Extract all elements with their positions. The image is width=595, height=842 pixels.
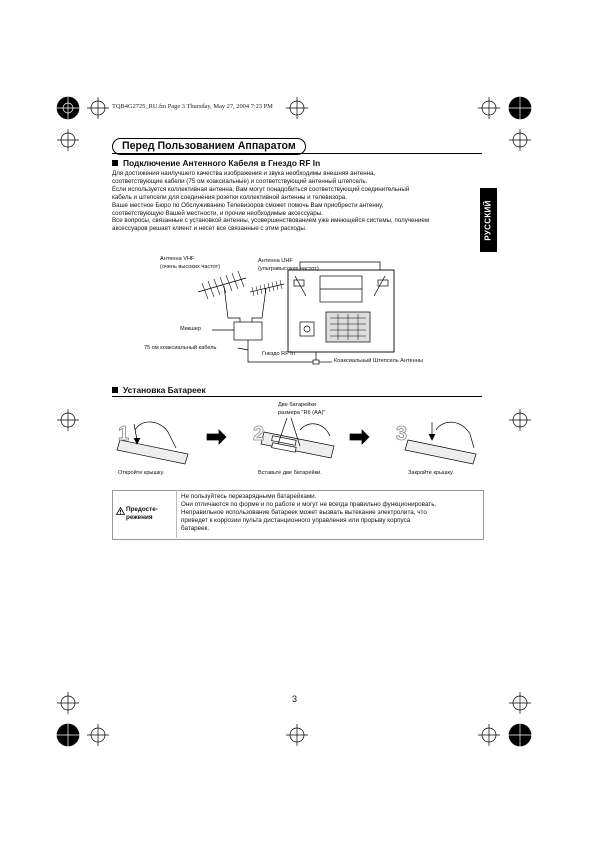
step-number: 1 xyxy=(118,423,130,445)
warning-icon xyxy=(116,507,125,515)
step-number: 2 xyxy=(253,423,265,445)
caution-line: батареек. xyxy=(181,524,210,532)
caution-line: приведет к коррозии пульта дистанционного управления или прорыву корпуса xyxy=(181,516,411,524)
section-battery-title: Установка Батареек xyxy=(123,385,206,395)
uhf-sublabel: (ультравысоких частот) xyxy=(258,266,319,272)
batteries-sublabel: размера "R6 (AA)" xyxy=(278,410,326,416)
paragraph-line: Для достижения наилучшего качества изображения и звука необходимы внешняя антенна, xyxy=(112,170,376,177)
caution-label-line: режения xyxy=(126,514,153,521)
paragraph-line: кабель и штепсели для соединения розетки коллективной антенны и телевизора. xyxy=(112,193,347,201)
step-number: 3 xyxy=(396,423,408,445)
caution-label-line: Предосте- xyxy=(126,506,158,513)
paragraph-line: аксессуаров решает клиент и несет все связанные с этим расходы. xyxy=(112,225,307,233)
step-caption: Вставьте две батарейки. xyxy=(258,470,322,476)
cable-label: 75 ом коаксиальный кабель xyxy=(144,345,217,351)
uhf-label: Антенна UHF xyxy=(258,258,293,264)
caution-line: Они отличаются по форме и по работе и могут не всегда правильно функционировать. xyxy=(181,500,437,508)
caution-line: Не пользуйтесь перезарядными батарейками. xyxy=(181,493,317,500)
paragraph-line: соответствующую Вашей местности, и прочие необходимые аксессуары. xyxy=(112,209,323,217)
paragraph-line: Все вопросы, связанные с установкой антенны, усовершенствованием уже имеющейся системы, получением xyxy=(112,217,430,225)
paragraph-line: Если используется коллективная антенна, Вам могут понадобиться соответствующий соединительный xyxy=(112,185,410,193)
page-number: 3 xyxy=(292,694,298,704)
step-caption: Откройте крышку. xyxy=(118,470,165,476)
file-header: TQB4G2725_RU.fm Page 3 Thursday, May 27, 2004 7:23 PM xyxy=(112,103,273,110)
caution-label xyxy=(126,506,158,514)
rf-in-label: Гнездо RF In xyxy=(262,351,295,357)
vhf-label: Антенна VHF xyxy=(160,256,195,262)
page-title: Перед Пользованием Аппаратом xyxy=(112,138,306,155)
caution-text xyxy=(181,493,436,533)
caution-label-2 xyxy=(126,514,153,522)
batteries-label: Две батарейки xyxy=(278,402,316,408)
paragraph-line: соответствующие кабели (75 ом коаксиальные) и соответствующий антенный штепсель. xyxy=(112,177,368,185)
section-antenna-title: Подключение Антенного Кабеля в Гнездо RF In xyxy=(123,158,321,168)
mixer-label: Микшер xyxy=(180,326,201,332)
vhf-sublabel: (очень высоких частот) xyxy=(160,264,221,270)
caution-line: Неправильное использование батареек может вызвать вытекание электролита, что xyxy=(181,508,427,516)
language-tab-label: РУССКИЙ xyxy=(484,199,493,241)
plug-label: Коаксиальный Штепсель Антенны xyxy=(334,358,423,364)
paragraph-line: Ваше местное Бюро по Обслуживанию Телевизоров сможет помочь Вам приобрести антенну, xyxy=(112,201,384,209)
step-caption: Закройте крышку xyxy=(408,470,453,476)
